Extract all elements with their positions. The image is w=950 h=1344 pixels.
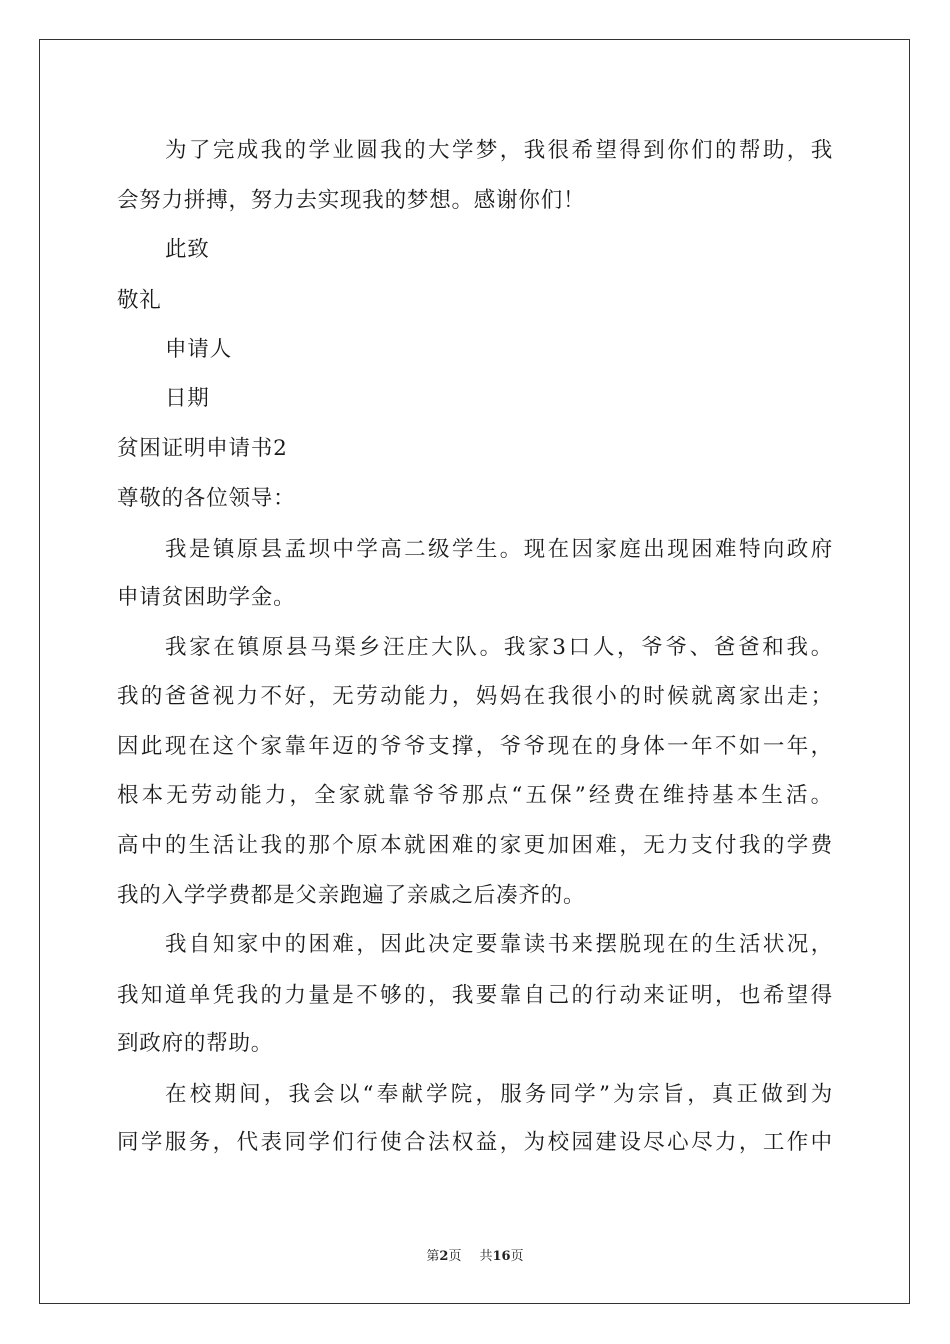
greeting-line: 尊敬的各位领导：: [117, 486, 296, 511]
page-prefix: 第: [426, 1249, 440, 1264]
paragraph-line: 为了完成我的学业圆我的大学梦，我很希望得到你们的帮助，我: [165, 138, 833, 163]
salutation-line: 此致: [165, 237, 210, 262]
total-suffix: 页: [510, 1249, 524, 1264]
paragraph-line: 我的爸爸视力不好，无劳动能力，妈妈在我很小的时候就离家出走；: [117, 684, 833, 709]
page-footer: [0, 1248, 950, 1266]
page-border: [39, 39, 910, 1304]
section-title: 贫困证明申请书2: [117, 436, 288, 461]
paragraph-line: 根本无劳动能力，全家就靠爷爷那点“五保”经费在维持基本生活。: [117, 783, 833, 808]
paragraph-line: 我的入学学费都是父亲跑遍了亲戚之后凑齐的。: [117, 883, 586, 908]
paragraph-line: 因此现在这个家靠年迈的爷爷支撑，爷爷现在的身体一年不如一年，: [117, 734, 833, 759]
paragraph-line: 申请贫困助学金。: [117, 585, 296, 610]
paragraph-line: 我自知家中的困难，因此决定要靠读书来摆脱现在的生活状况，: [165, 932, 833, 957]
total-prefix: 共: [479, 1249, 493, 1264]
paragraph-line: 我知道单凭我的力量是不够的，我要靠自己的行动来证明，也希望得: [117, 983, 833, 1008]
paragraph-line: 我家在镇原县马渠乡汪庄大队。我家3口人，爷爷、爸爸和我。: [165, 635, 833, 660]
page-number: 2: [439, 1249, 449, 1264]
date-line: 日期: [165, 386, 210, 411]
paragraph-line: 同学服务，代表同学们行使合法权益，为校园建设尽心尽力，工作中: [117, 1130, 833, 1155]
paragraph-line: 会努力拼搏，努力去实现我的梦想。感谢你们！: [117, 188, 586, 213]
paragraph-line: 到政府的帮助。: [117, 1031, 274, 1056]
page-suffix: 页: [448, 1249, 462, 1264]
paragraph-line: 我是镇原县孟坝中学高二级学生。现在因家庭出现困难特向政府: [165, 537, 833, 562]
paragraph-line: 在校期间，我会以“奉献学院，服务同学”为宗旨，真正做到为: [165, 1082, 833, 1107]
signature-line: 申请人: [165, 337, 232, 362]
salutation-line: 敬礼: [117, 288, 162, 313]
total-pages: 16: [492, 1249, 511, 1264]
paragraph-line: 高中的生活让我的那个原本就困难的家更加困难，无力支付我的学费: [117, 833, 833, 858]
